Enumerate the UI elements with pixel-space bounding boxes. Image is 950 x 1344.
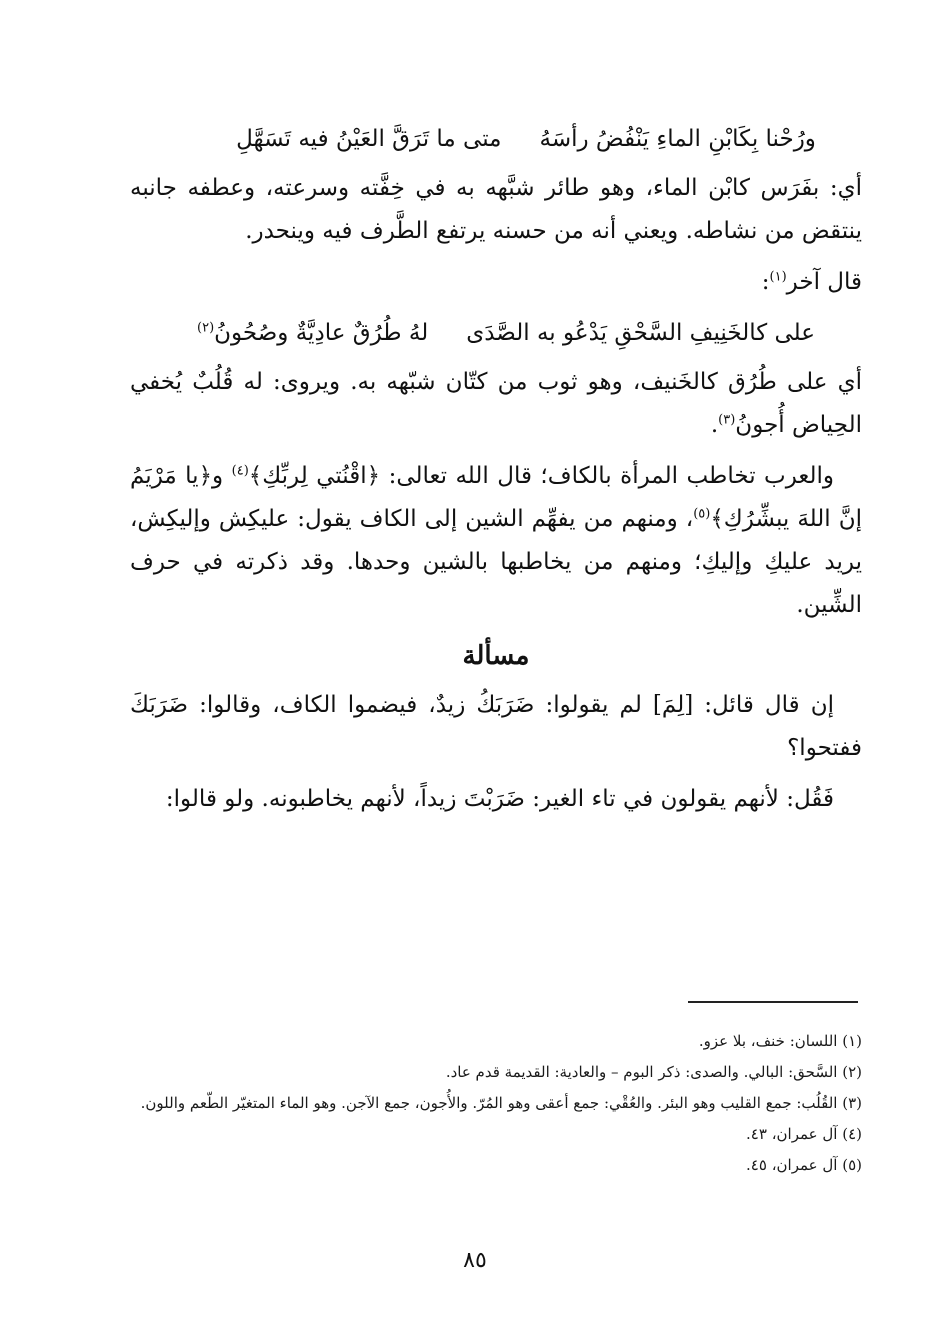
verse-1-first-hemistich: ورُحْنا بِكَابْنِ الماءِ يَنْفُضُ رأسَهُ: [539, 126, 816, 152]
section-title: مسألة: [462, 641, 530, 671]
paragraph-2-tail: :: [761, 269, 770, 295]
verse-2: [130, 312, 862, 355]
footnote-3: (٣) القُلُب: جمع القليب وهو البئر. والعُقْي: جمع أعقى وهو المُرّ. والأُجون، جمع الآجن. وهو الماء المتغيّر الطّعم واللون.: [140, 1094, 862, 1112]
footnote-1: (١) اللسان: خنف، بلا عزو.: [698, 1032, 862, 1050]
paragraph-4: [130, 455, 862, 627]
footnote-separator: [688, 1001, 858, 1003]
footnote-ref-5: (٥): [693, 506, 711, 522]
verse-1-second-hemistich: متى ما تَرَقَّ العَيْنُ فيه تَسَهَّلِ: [236, 126, 502, 152]
paragraph-2-text: قال آخر: [786, 269, 862, 295]
paragraph-6: فَقُل: لأنهم يقولون في تاء الغير: ضَرَبْتَ زيداً، لأنهم يخاطبونه. ولو قالوا:: [165, 786, 834, 812]
verse-2-second-hemistich-text: لهُ طُرُقٌ عادِيَّةٌ وصُحُونُ: [214, 320, 429, 346]
footnote-5: (٥) آل عمران، ٤٥.: [746, 1156, 862, 1174]
verse-2-first-hemistich: على كالخَنِيفِ السَّحْقِ يَدْعُو به الصَّدَى: [466, 320, 815, 346]
verse-1: [130, 118, 862, 161]
paragraph-5: إن قال قائل: [لِمَ] لم يقولوا: ضَرَبَكُ زيدٌ، فيضموا الكاف، وقالوا: ضَرَبَكَ ففتحوا؟: [130, 692, 862, 761]
paragraph-4-part-1: والعرب تخاطب المرأة بالكاف؛ قال الله تعالى: ﴿اقْنُتي لِربِّكِ﴾: [248, 463, 835, 489]
paragraph-3: [130, 361, 862, 447]
paragraph-4-part-2: و﴿يا مَرْيَمُ إنَّ اللهَ يبشِّرُكِ﴾: [130, 463, 862, 532]
main-text: [130, 118, 862, 829]
page-number: ٨٥: [463, 1248, 487, 1273]
footnotes: [126, 1026, 862, 1181]
footnote-2: (٢) السَّحق: البالي. والصدى: ذكر البوم – والعادية: القديمة قدم عاد.: [445, 1063, 862, 1081]
footnote-ref-4: (٤): [231, 463, 249, 479]
paragraph-4-part-3: ، ومنهم من يفهِّم الشين إلى الكاف يقول: عليكِش وإليكِش، يريد عليكِ وإليكِ؛ ومنهم من يخاطبها بالشين وحدها. وقد ذكرته في حرف الشِّين.: [130, 506, 862, 618]
footnote-4: (٤) آل عمران، ٤٣.: [746, 1125, 862, 1143]
verse-2-second-hemistich: [197, 312, 428, 355]
footnote-ref-1: (١): [769, 269, 787, 285]
paragraph-2: [130, 261, 862, 304]
paragraph-1: أي: بفَرَس كابْن الماء، وهو طائر شبَّهه به في خِفَّته وسرعته، وعطفه جانبه ينتقض من نشاطه. ويعني أنه من حسنه يرتفع الطَّرف فيه وينحدر.: [130, 175, 862, 244]
footnote-ref-2: (٢): [197, 320, 215, 336]
paragraph-3-text: أي على طُرُق كالخَنيف، وهو ثوب من كتّان شبّهه به. ويروى: له قُلُبٌ يُخفي الحِياض أُجونُ: [130, 369, 862, 438]
paragraph-3-tail: .: [710, 412, 719, 438]
footnote-ref-3: (٣): [718, 412, 736, 428]
